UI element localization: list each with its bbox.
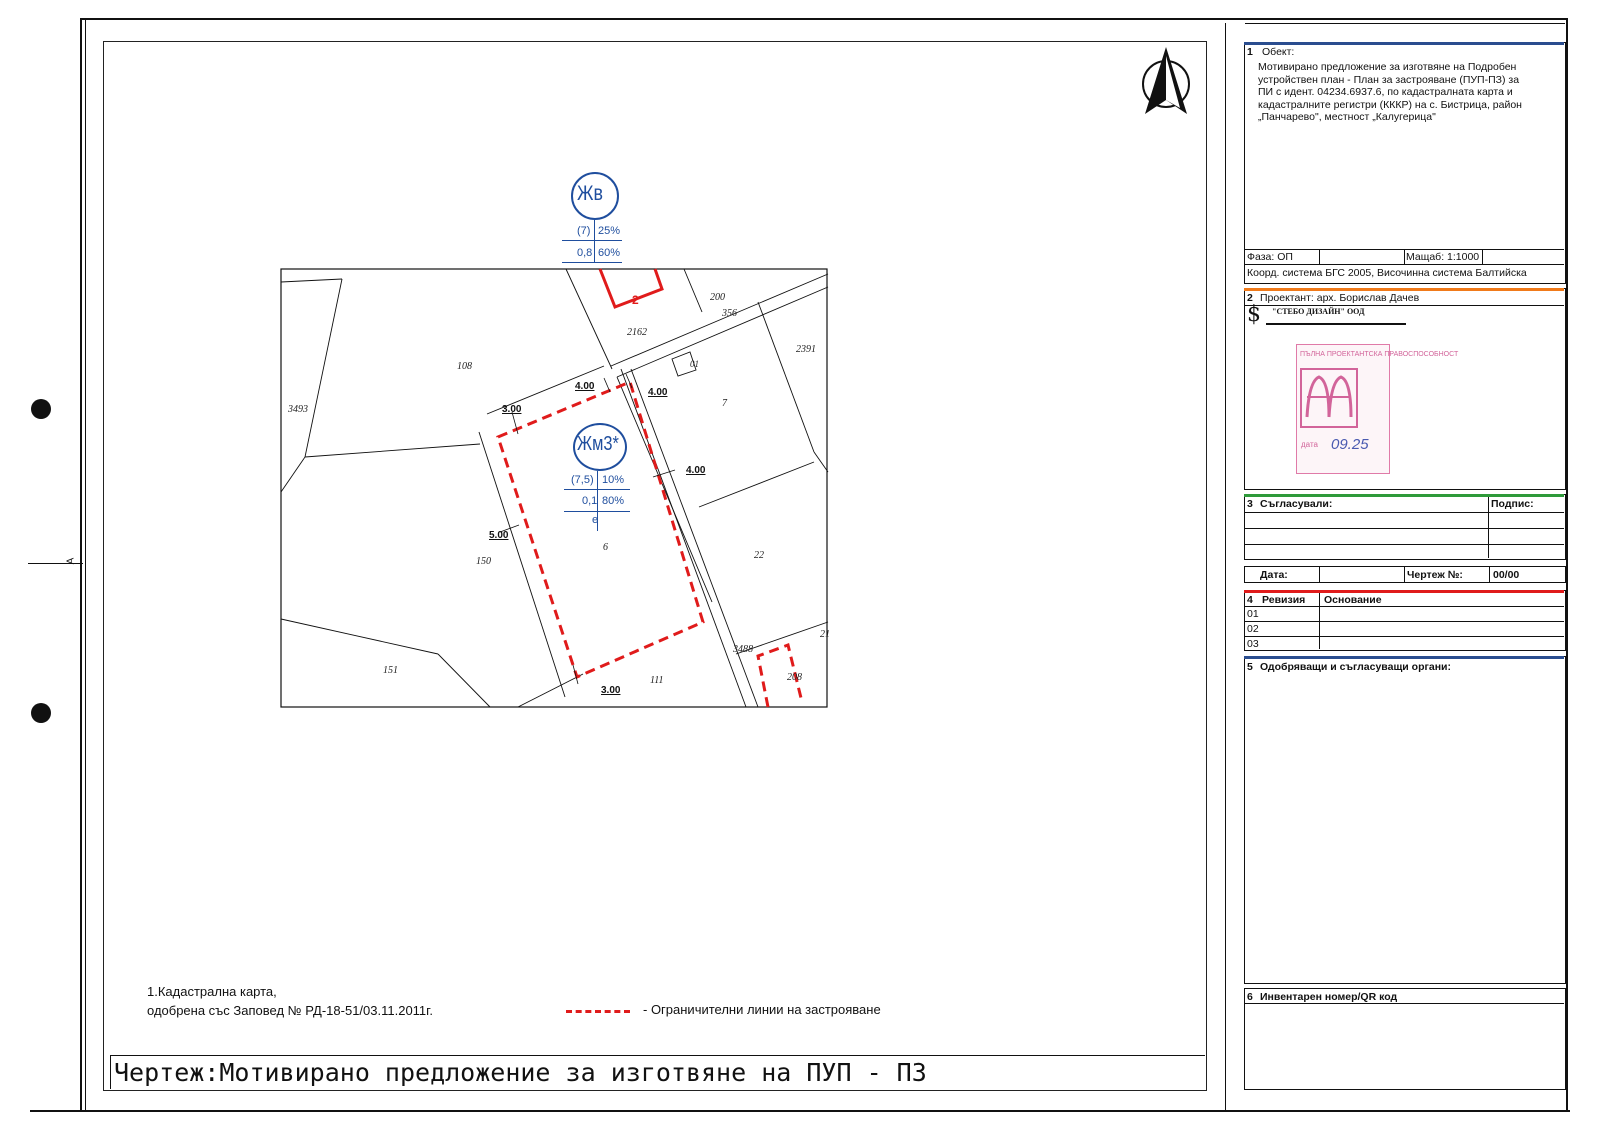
sheet-right-line (1566, 18, 1568, 1112)
side-mark: A (65, 557, 77, 565)
neighbour-mark: 2 (632, 293, 639, 307)
zone-rule (564, 511, 630, 512)
revision-row: 03 (1247, 638, 1259, 650)
zone-rule (562, 240, 622, 241)
agreed-label: Съгласували: (1260, 498, 1333, 510)
section-number: 6 (1247, 991, 1253, 1003)
col-line (1489, 566, 1490, 582)
dimension-label: 4.00 (686, 465, 706, 476)
object-line: ПИ с идент. 04234.6937.6, по кадастралната карта и (1258, 86, 1513, 98)
section-strip (1244, 42, 1564, 45)
sheet-left-line-2 (85, 18, 86, 1112)
zone-height: (7,5) (571, 474, 594, 486)
firm-name: "СТЕБО ДИЗАЙН" ООД (1272, 307, 1365, 316)
object-text (1258, 61, 1522, 124)
col-line (1404, 566, 1405, 582)
titleblock (1244, 42, 1564, 1090)
parcel-label: 22 (754, 550, 764, 561)
parcel-label: 108 (457, 361, 472, 372)
section-strip (1244, 494, 1564, 497)
zone-density: 10% (602, 474, 625, 486)
parcel-label: 2391 (796, 344, 816, 355)
date-label: Дата: (1260, 569, 1288, 581)
parcel-label: 3493 (288, 404, 308, 415)
designer: Проектант: арх. Борислав Дачев (1260, 292, 1420, 304)
zone-density: 25% (598, 225, 621, 237)
punch-hole (31, 703, 51, 723)
section-2 (1244, 288, 1566, 490)
object-line: Мотивирано предложение за изготвяне на Подробен (1258, 61, 1517, 73)
col-line (1319, 566, 1320, 582)
col-line (1482, 249, 1483, 264)
zone-rule (564, 489, 630, 490)
revision-row: 02 (1247, 623, 1259, 635)
parcel-label: 208 (787, 672, 802, 683)
row-line (1244, 528, 1564, 529)
row-line (1244, 264, 1564, 265)
zone-green: 60% (598, 247, 621, 259)
sheet-top-line (80, 18, 1566, 20)
parcel-label: 150 (476, 556, 491, 567)
revision-row: 01 (1247, 608, 1259, 620)
parcel-label: 356 (722, 308, 737, 319)
drawing-no: 00/00 (1493, 569, 1520, 581)
zone-rule (562, 262, 622, 263)
sign-label: Подпис: (1491, 498, 1534, 510)
object-line: „Панчарево", местност „Калугерица" (1258, 111, 1436, 123)
inventory-label: Инвентарен номер/QR код (1260, 991, 1398, 1003)
note-line-2: одобрена със Заповед № РД-18-51/03.11.2011г. (147, 1003, 433, 1018)
zone-marker-main (572, 423, 652, 533)
row-line (1244, 621, 1564, 622)
approvals-label: Одобряващи и съгласуващи органи: (1260, 661, 1452, 673)
parcel-label: 200 (710, 292, 725, 303)
section-number: 1 (1247, 46, 1253, 58)
stamp-date: 09.25 (1331, 436, 1369, 453)
section-number: 2 (1247, 292, 1253, 304)
dimension-label: 5.00 (489, 530, 509, 541)
row-line (1244, 544, 1564, 545)
section-number: 5 (1247, 661, 1253, 673)
firm-logo-icon: $ (1247, 302, 1261, 327)
col-line (1404, 249, 1405, 264)
title-bar-left (110, 1055, 111, 1089)
coords: Коорд. система БГС 2005, Височинна система Балтийска (1247, 267, 1527, 279)
dimension-label: 4.00 (575, 381, 595, 392)
zone-stem (594, 220, 595, 262)
legend-label: - Ограничителни линии на застрояване (643, 1002, 881, 1017)
phase: Фаза: ОП (1247, 251, 1293, 263)
map-border (281, 269, 827, 707)
col-line (1319, 249, 1320, 264)
zone-height: (7) (577, 225, 591, 237)
zone-subtype: е (592, 514, 599, 526)
parcel-label: 7 (722, 398, 727, 409)
sheet-left-line (80, 18, 82, 1112)
section-number: 3 (1247, 498, 1253, 510)
north-arrow-icon (1140, 44, 1192, 116)
parcel-label: 6 (603, 542, 608, 553)
note-line-1: 1.Кадастрална карта, (147, 984, 277, 999)
row-line (1244, 1003, 1564, 1004)
titleblock-frame (1245, 23, 1565, 24)
parcel-label: 151 (383, 665, 398, 676)
basis-col: Основание (1324, 594, 1382, 606)
neighbour-boundary (600, 269, 662, 307)
row-line (1244, 606, 1564, 607)
drawing-title: Чертеж:Мотивирано предложение за изготвяне на ПУП - ПЗ (114, 1058, 927, 1087)
section-strip (1244, 288, 1564, 291)
zone-kint: 0,8 (577, 247, 593, 259)
drawing-no-label: Чертеж №: (1407, 569, 1463, 581)
zone-code: Жм3* (577, 433, 619, 455)
zone-marker-upper (570, 172, 640, 262)
stamp-text: ПЪЛНА ПРОЕКТАНТСКА ПРАВОСПОСОБНОСТ (1300, 351, 1459, 358)
dimension-label: 4.00 (648, 387, 668, 398)
zone-green: 80% (602, 495, 625, 507)
stamp-emblem-icon (1299, 367, 1359, 429)
parcel-label: 21 (820, 629, 830, 640)
parcel-label: 2162 (627, 327, 647, 338)
titleblock-frame (1225, 23, 1226, 1110)
row-line (1244, 512, 1564, 513)
parcel-label: 3488 (733, 644, 753, 655)
stamp-date-label: дата (1301, 440, 1318, 449)
firm-underline (1266, 323, 1406, 325)
section-strip (1244, 590, 1564, 593)
section-number: 4 (1247, 594, 1253, 606)
legend-swatch (566, 1010, 630, 1013)
parcel-label: 111 (650, 675, 664, 686)
row-line (1244, 305, 1564, 306)
punch-hole (31, 399, 51, 419)
scale: Мащаб: 1:1000 (1406, 251, 1480, 263)
object-line: кадастралните регистри (КККР) на с. Бистрица, район (1258, 98, 1522, 111)
zone-kint: 0,1 (582, 495, 598, 507)
section-label: Обект: (1262, 46, 1295, 58)
zone-code: Жв (577, 182, 603, 205)
row-line (1244, 636, 1564, 637)
dimension-label: 3.00 (601, 685, 621, 696)
title-bar-line (110, 1055, 1205, 1056)
revision-col: Ревизия (1262, 594, 1306, 606)
designer-stamp (1296, 344, 1459, 474)
sheet-bottom-line (30, 1110, 1570, 1112)
section-5 (1244, 656, 1566, 984)
dimension-label: 3.00 (502, 404, 522, 415)
parcel-label: 01 (690, 359, 699, 369)
section-strip (1244, 656, 1564, 659)
object-line: устройствен план - План за застрояване (ПУП-ПЗ) за (1258, 73, 1520, 86)
